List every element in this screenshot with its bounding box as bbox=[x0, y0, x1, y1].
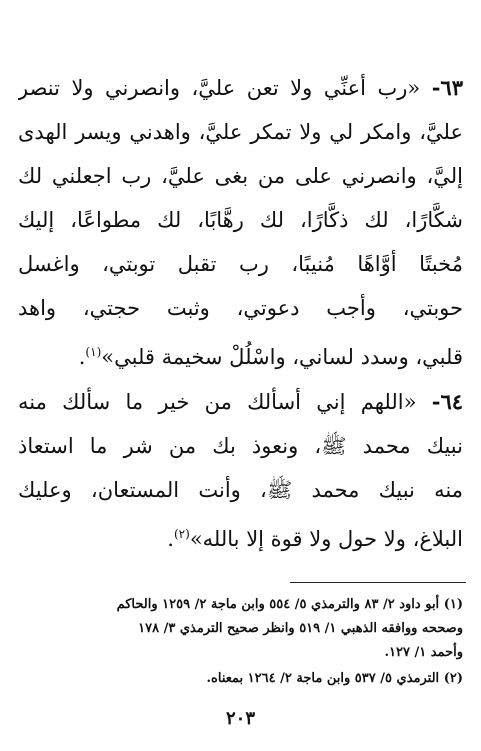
paragraph-63-line-1 bbox=[18, 66, 463, 110]
paragraph-63-line-3: إليَّ، وانصرني على من بغى عليَّ، رب اجعلني لك bbox=[18, 164, 463, 188]
footnote-2: (٢) الترمذي ٥/ ٥٣٧ وابن ماجة ٢/ ١٢٦٤ بمعناه. bbox=[206, 671, 463, 686]
paragraph-63-line-2: عليَّ، وامكر لي ولا تمكر عليَّ، واهدني ويسر الهدى bbox=[18, 120, 463, 144]
footnote-marker-1: (١) bbox=[85, 345, 102, 359]
paragraph-64-text-line-4: البلاغ، ولا حول ولا قوة إلا بالله» bbox=[189, 527, 463, 551]
footnote-marker-2: (٢) bbox=[173, 527, 190, 541]
paragraph-64-number: ٦٤- bbox=[431, 389, 463, 414]
paragraph-64-line-1 bbox=[18, 380, 463, 424]
paragraph-63-number: ٦٣- bbox=[431, 75, 463, 100]
paragraph-63-line-6: حوبتي، وأجب دعوتي، وثبت حجتي، واهد bbox=[18, 296, 463, 320]
paragraph-63-text-line-1: «رب أعنِّي ولا تعن عليَّ، وانصرني ولا تنصر bbox=[18, 76, 421, 100]
paragraph-63-line-7: قلبي، وسدد لساني، واسْلُلْ سخيمة قلبي»$^{(١)}$. bbox=[78, 345, 463, 369]
page-number: ٢٠٣ bbox=[225, 708, 255, 729]
paragraph-63-line-4: شكَّارًا، لك ذكَّارًا، لك رهَّابًا، لك مطواعًا، إليك bbox=[18, 208, 463, 232]
footnote-1-line-2: وصححه ووافقه الذهبي ١/ ٥١٩ وانظر صحيح الترمذي ٣/ ١٧٨ bbox=[138, 621, 463, 636]
footnote-1-line-3: وأحمد ١/ ١٢٧. bbox=[384, 645, 463, 660]
paragraph-64-line-3: منه نبيك محمد ﷺ، وأنت المستعان، وعليك bbox=[18, 478, 463, 502]
footnote-1-line-1: (١) أبو داود ٢/ ٨٣ والترمذي ٥/ ٥٥٤ وابن ماجة ٢/ ١٢٥٩ والحاكم bbox=[116, 597, 463, 612]
paragraph-64-text-line-1: «اللهم إني أسألك من خير ما سألك منه bbox=[18, 390, 417, 414]
footnote-separator bbox=[290, 582, 466, 583]
paragraph-64-line-4: البلاغ، ولا حول ولا قوة إلا بالله»$^{(٢)}$. bbox=[167, 527, 463, 551]
paragraph-63-text-line-7: قلبي، وسدد لساني، واسْلُلْ سخيمة قلبي» bbox=[101, 345, 463, 369]
paragraph-63-line-5: مُخبتًا أوَّاهًا مُنيبًا، رب تقبل توبتي، واغسل bbox=[18, 252, 463, 276]
paragraph-64-line-2: نبيك محمد ﷺ، ونعوذ بك من شر ما استعاذ bbox=[18, 434, 463, 458]
